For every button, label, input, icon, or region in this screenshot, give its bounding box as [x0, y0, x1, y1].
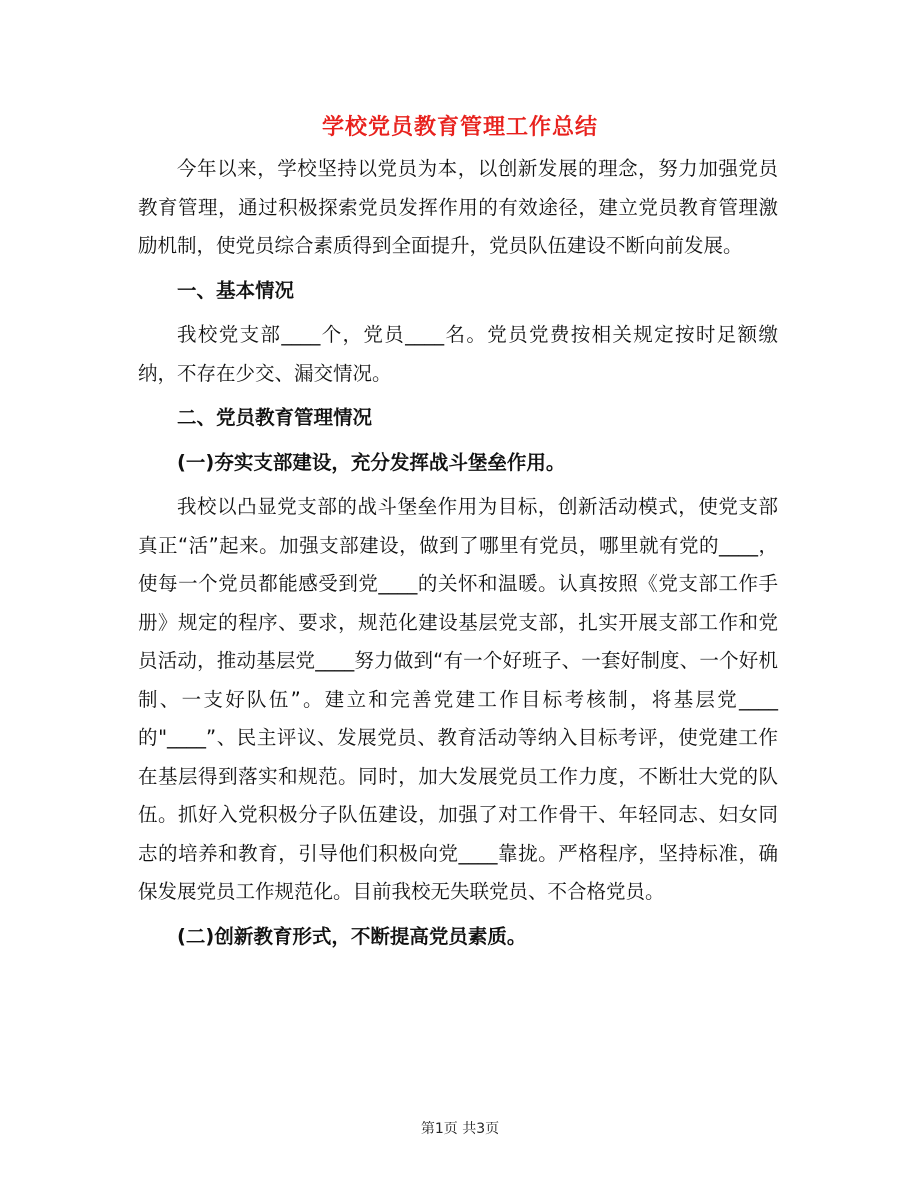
subsection-heading-2: (二)创新教育形式，不断提高党员素质。 [177, 924, 527, 948]
subsection-heading-1: (一)夯实支部建设，充分发挥战斗堡垒作用。 [177, 450, 566, 474]
page-number: 第1页 共3页 [420, 1121, 500, 1137]
branch-building-paragraph: 我校以凸显党支部的战斗堡垒作用为目标，创新活动模式，使党支部真正“活”起来。加强支部建设，做到了哪里有党员，哪里就有党的____，使每一个党员都能感受到党____的关怀和温暖。认真按照《党支部工作手册》规定的程序、要求，规范化建设基层党支部，扎实开展支部工作和党员活动，推动基层党____努力做到“有一个好班子、一套好制度、一个好机制、一支好队伍”。建立和完善党建工作目标考核制，将基层党____的"____”、民主评议、发展党员、教育活动等纳入目标考评，使党建工作在基层得到落实和规范。同时，加大发展党员工作力度，不断壮大党的队伍。抓好入党积极分子队伍建设，加强了对工作骨干、年轻同志、妇女同志的培养和教育，引导他们积极向党____靠拢。严格程序，坚持标准，确保发展党员工作规范化。目前我校无失联党员、不合格党员。 [138, 495, 778, 903]
intro-paragraph: 今年以来，学校坚持以党员为本，以创新发展的理念，努力加强党员教育管理，通过积极探索党员发挥作用的有效途径，建立党员教育管理激励机制，使党员综合素质得到全面提升，党员队伍建设不断向前发展。 [138, 157, 778, 257]
section-heading-management: 二、党员教育管理情况 [177, 406, 373, 429]
document-title: 学校党员教育管理工作总结 [321, 115, 598, 140]
basic-info-paragraph: 我校党支部____个，党员____名。党员党费按相关规定按时足额缴纳，不存在少交、漏交情况。 [138, 323, 778, 385]
document-body [138, 150, 778, 956]
section-heading-basic: 一、基本情况 [177, 278, 295, 302]
